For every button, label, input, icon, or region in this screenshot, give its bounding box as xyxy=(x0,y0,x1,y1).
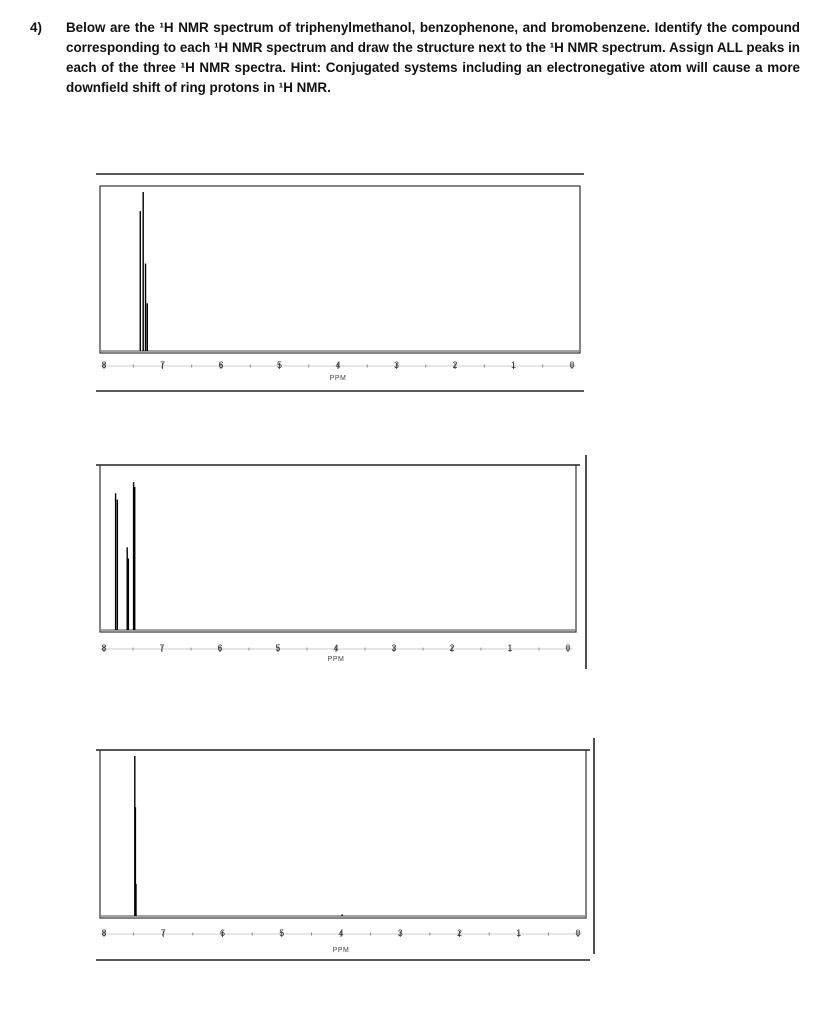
spectrum-2-plot-frame xyxy=(100,465,576,632)
spectrum-3-tick-label-3: 3 xyxy=(397,928,403,938)
spectrum-3-tick-label-6: 6 xyxy=(219,928,226,938)
spectrum-3-tick-label-1: 1 xyxy=(516,928,522,938)
spectrum-1-x-axis-label: PPM xyxy=(329,375,347,382)
spectrum-2-tick-label-8: 8 xyxy=(101,643,107,653)
nmr-spectrum-2-svg xyxy=(96,455,590,677)
spectrum-2-tick-label-0: 0 xyxy=(565,643,571,653)
spectrum-1-tick-label-5: 5 xyxy=(276,360,283,370)
nmr-spectrum-1-svg xyxy=(96,170,586,396)
spectrum-2-tick-label-7: 7 xyxy=(159,643,165,653)
spectrum-2-x-axis-label: PPM xyxy=(327,656,345,663)
spectrum-3-x-axis-label: PPM xyxy=(332,947,350,954)
spectrum-1-tick-label-8: 8 xyxy=(101,360,107,370)
spectrum-1-tick-label-4: 4 xyxy=(335,360,341,370)
spectrum-3-tick-label-5: 5 xyxy=(279,928,285,938)
question-text: Below are the ¹H NMR spectrum of triphenylmethanol, benzophenone, and bromobenzene. Identify the compound corresponding to each ¹H NMR spectrum and draw the structure next to the ¹H NMR spectrum. Assign ALL peaks in each of the three ¹H NMR spectra. Hint: Conjugated systems including an electronegative atom will cause a more downfield shift of ring protons in ¹H NMR. xyxy=(66,20,800,95)
nmr-spectrum-3-svg xyxy=(96,738,598,964)
spectrum-2-tick-label-4: 4 xyxy=(333,643,339,653)
spectrum-2-tick-label-5: 5 xyxy=(275,643,281,653)
nmr-spectrum-3 xyxy=(96,738,598,964)
spectrum-3-tick-label-8: 8 xyxy=(101,928,107,938)
spectrum-1-tick-label-2: 2 xyxy=(452,360,458,370)
spectrum-3-tick-label-7: 7 xyxy=(160,928,166,938)
spectrum-3-tick-label-4: 4 xyxy=(338,928,344,938)
spectrum-3-plot-frame xyxy=(100,750,586,918)
spectrum-3-tick-label-2: 2 xyxy=(456,928,463,938)
question-block xyxy=(30,18,800,98)
spectrum-2-tick-label-2: 2 xyxy=(449,643,455,653)
spectrum-1-tick-label-7: 7 xyxy=(159,360,166,370)
spectrum-2-tick-label-1: 1 xyxy=(507,643,513,653)
spectrum-1-plot-frame xyxy=(100,186,580,353)
spectrum-1-tick-label-6: 6 xyxy=(218,360,224,370)
spectrum-2-tick-label-6: 6 xyxy=(217,643,223,653)
nmr-spectrum-2 xyxy=(96,455,590,677)
question-number: 4) xyxy=(30,20,42,35)
spectrum-3-tick-label-0: 0 xyxy=(575,928,581,938)
nmr-spectrum-1 xyxy=(96,170,586,396)
spectrum-2-tick-label-3: 3 xyxy=(391,643,397,653)
spectrum-1-tick-label-3: 3 xyxy=(393,360,400,370)
spectrum-1-tick-label-0: 0 xyxy=(569,360,575,370)
spectrum-1-tick-label-1: 1 xyxy=(510,360,517,370)
